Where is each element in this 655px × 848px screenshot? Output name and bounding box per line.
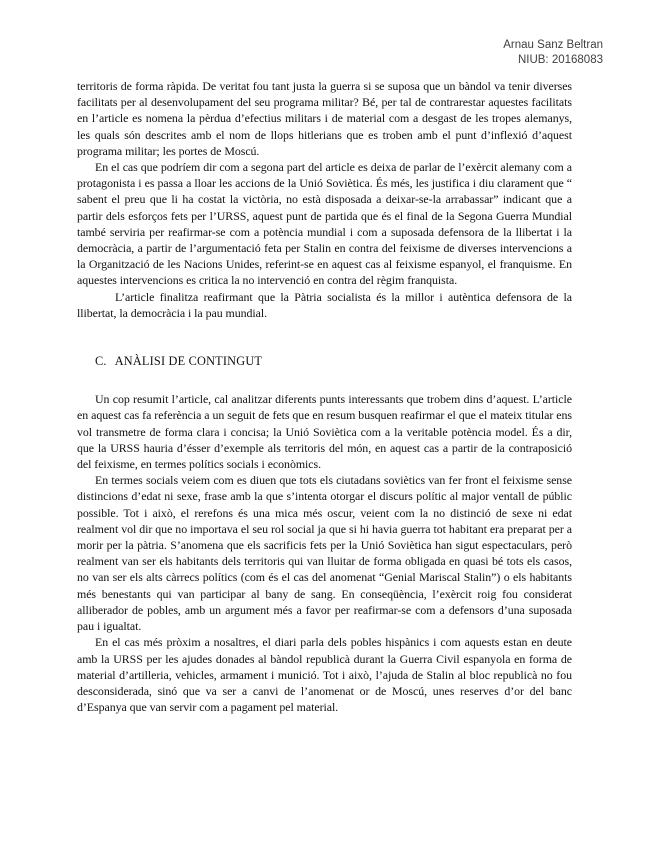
page-header xyxy=(503,38,603,68)
paragraph: territoris de forma ràpida. De veritat fou tant justa la guerra si se suposa que un bàndol va tenir diverses facilitats per al desenvolupament del seu programa militar? Bé, per tal de contrarestar aquestes facilitats en l’article es nomena la pèrdua d’efectius militars i de material com a desgast de les tropes alemanys, les quals són descrites amb el nom de llops hitlerians que es troben amb el punt d’inflexió d’aquest programa militar; les portes de Moscú. xyxy=(77,79,572,158)
section-heading xyxy=(95,353,572,369)
document-body xyxy=(77,78,572,715)
author-name: Arnau Sanz Beltran xyxy=(503,39,603,51)
section-number: C. xyxy=(95,354,107,369)
paragraph: En termes socials veiem com es diuen que tots els ciutadans soviètics van fer front el feixisme sense distincions d’edat ni sexe, frase amb la que s’intenta otorgar el discurs polític al major ventall de públic possible. Tot i això, el rerefons és una mica més oscur, veient com la no distinció de sexe ni edat realment vol dir que no importava el seu rol social ja que si hi havia guerra tot habitant era preparat per a morir per la pàtria. S’anomena que els sacrificis fets per la Unió Soviètica han sigut espectaculars, però realment van ser els habitants dels territoris qui van lluitar de forma obligada en quasi bé tots els casos, no van ser els alts càrrecs polítics (com és el cas del anomenat “Genial Mariscal Stalin”) o els habitants més benestants qui van participar al bany de sang. En conseqüència, l’exèrcit roig fou considerat alliberador de pobles, amb un argument més a favor per reafirmar-se com a defensors d’una suposada pau i igualtat. xyxy=(77,473,572,634)
paragraph: En el cas que podríem dir com a segona part del article es deixa de parlar de l’exèrcit alemany com a protagonista i es passa a lloar les accions de la Unió Soviètica. És més, les justifica i diu clarament que “ sabent el preu que li ha costat la victòria, no està disposada a deixar-se-la arrabassar” indicant que a partir dels esforços fets per l’URSS, aquest punt de partida que és el final de la Segona Guerra Mundial també serviria per reafirmar-se com a potència mundial i com a suposada defensora de la llibertat i la democràcia, a partir de l’argumentació feta per Stalin en contra del feixisme de diverses intervencions a la Organització de les Nacions Unides, referint-se en aquest cas al feixisme espanyol, el franquisme. En aquestes intervencions es critica la no intervenció en contra del règim franquista. xyxy=(77,160,572,288)
student-id: NIUB: 20168083 xyxy=(517,54,603,66)
section-title: ANÀLISI DE CONTINGUT xyxy=(114,354,263,369)
paragraph: L’article finalitza reafirmant que la Pàtria socialista és la millor i autèntica defensora de la llibertat, la democràcia i la pau mundial. xyxy=(77,289,572,320)
paragraph: Un cop resumit l’article, cal analitzar diferents punts interessants que trobem dins d’aquest. L’article en aquest cas fa referència a un seguit de fets que en resum busquen reafirmar el que el mateix titular ens vol transmetre de forma clara i concisa; la Unió Soviètica com a la veritable potència model. És a dir, que la URSS hauria d’ésser d’exemple als territoris del món, en aquest cas a partir de la contraposició del feixisme, en termes polítics socials i econòmics. xyxy=(77,392,572,472)
paragraph: En el cas més pròxim a nosaltres, el diari parla dels pobles hispànics i com aquests estan en deute amb la URSS per les ajudes donades al bàndol republicà durant la Guerra Civil espanyola en forma de material d’artilleria, vehicles, armament i munició. Tot i això, l’ajuda de Stalin al bloc republicà no fou desconsiderada, sinó que va ser a canvi de l’anomenat or de Moscú, unes reserves d’or del banc d’Espanya que van servir com a pagament pel material. xyxy=(77,635,572,715)
